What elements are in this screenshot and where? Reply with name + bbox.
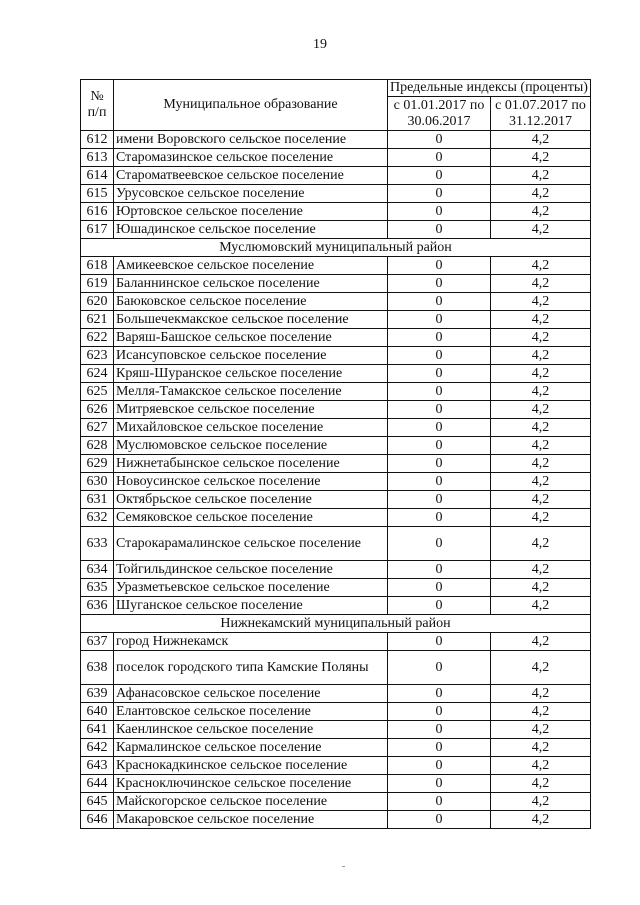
row-index-period-1: 0: [388, 185, 491, 203]
table-row: [81, 203, 591, 221]
row-number: 631: [81, 491, 114, 509]
row-municipality: город Нижнекамск: [114, 633, 388, 651]
row-index-period-1: 0: [388, 757, 491, 775]
row-index-period-1: 0: [388, 793, 491, 811]
row-index-period-1: 0: [388, 419, 491, 437]
row-number: 639: [81, 685, 114, 703]
row-index-period-1: 0: [388, 383, 491, 401]
table-row: [81, 633, 591, 651]
row-index-period-1: 0: [388, 311, 491, 329]
row-index-period-1: 0: [388, 721, 491, 739]
row-index-period-2: 4,2: [491, 347, 591, 365]
table-row: [81, 293, 591, 311]
row-municipality: Октябрьское сельское поселение: [114, 491, 388, 509]
table-row: [81, 275, 591, 293]
table-row: [81, 185, 591, 203]
row-index-period-2: 4,2: [491, 455, 591, 473]
row-index-period-2: 4,2: [491, 739, 591, 757]
row-municipality: Старомазинское сельское поселение: [114, 149, 388, 167]
row-index-period-2: 4,2: [491, 203, 591, 221]
row-index-period-2: 4,2: [491, 437, 591, 455]
row-index-period-2: 4,2: [491, 401, 591, 419]
table-row: [81, 685, 591, 703]
table-row: [81, 419, 591, 437]
row-number: 643: [81, 757, 114, 775]
header-number: № п/п: [81, 80, 114, 131]
row-index-period-1: 0: [388, 509, 491, 527]
row-number: 644: [81, 775, 114, 793]
row-index-period-2: 4,2: [491, 311, 591, 329]
row-index-period-1: 0: [388, 437, 491, 455]
row-index-period-1: 0: [388, 275, 491, 293]
row-number: 633: [81, 527, 114, 561]
row-index-period-1: 0: [388, 633, 491, 651]
row-index-period-1: 0: [388, 149, 491, 167]
district-header-row: [81, 239, 591, 257]
header-municipality: Муниципальное образование: [114, 80, 388, 131]
row-number: 635: [81, 579, 114, 597]
row-index-period-2: 4,2: [491, 633, 591, 651]
row-municipality: Шуганское сельское поселение: [114, 597, 388, 615]
row-municipality: Уразметьевское сельское поселение: [114, 579, 388, 597]
row-municipality: Новоусинское сельское поселение: [114, 473, 388, 491]
row-index-period-2: 4,2: [491, 685, 591, 703]
row-municipality: Кармалинское сельское поселение: [114, 739, 388, 757]
header-period-2: с 01.07.2017 по 31.12.2017: [491, 97, 591, 131]
tariff-index-table: [80, 79, 591, 829]
row-index-period-1: 0: [388, 167, 491, 185]
row-municipality: Каенлинское сельское поселение: [114, 721, 388, 739]
row-number: 622: [81, 329, 114, 347]
row-municipality: Старокарамалинское сельское поселение: [114, 527, 388, 561]
row-index-period-2: 4,2: [491, 775, 591, 793]
page-number: 19: [313, 37, 327, 52]
row-index-period-2: 4,2: [491, 383, 591, 401]
row-index-period-2: 4,2: [491, 491, 591, 509]
row-index-period-1: 0: [388, 811, 491, 829]
row-index-period-1: 0: [388, 293, 491, 311]
row-index-period-2: 4,2: [491, 579, 591, 597]
row-index-period-2: 4,2: [491, 185, 591, 203]
table-row: [81, 793, 591, 811]
row-municipality: Староматвеевское сельское поселение: [114, 167, 388, 185]
row-index-period-2: 4,2: [491, 419, 591, 437]
row-index-period-2: 4,2: [491, 597, 591, 615]
table-row: [81, 473, 591, 491]
table-row: [81, 437, 591, 455]
row-index-period-2: 4,2: [491, 149, 591, 167]
table-row: [81, 757, 591, 775]
row-index-period-2: 4,2: [491, 257, 591, 275]
table-row: [81, 455, 591, 473]
table-row: [81, 739, 591, 757]
row-number: 634: [81, 561, 114, 579]
row-index-period-2: 4,2: [491, 757, 591, 775]
row-number: 621: [81, 311, 114, 329]
table-row: [81, 579, 591, 597]
row-index-period-1: 0: [388, 473, 491, 491]
row-index-period-1: 0: [388, 329, 491, 347]
table-row: [81, 775, 591, 793]
row-index-period-1: 0: [388, 347, 491, 365]
row-number: 627: [81, 419, 114, 437]
row-index-period-2: 4,2: [491, 167, 591, 185]
table-row: [81, 811, 591, 829]
row-index-period-2: 4,2: [491, 509, 591, 527]
row-municipality: Красноключинское сельское поселение: [114, 775, 388, 793]
row-municipality: Нижнетабынское сельское поселение: [114, 455, 388, 473]
row-number: 632: [81, 509, 114, 527]
row-municipality: Баюковское сельское поселение: [114, 293, 388, 311]
row-index-period-2: 4,2: [491, 473, 591, 491]
row-index-period-2: 4,2: [491, 721, 591, 739]
row-index-period-1: 0: [388, 651, 491, 685]
row-municipality: Исансуповское сельское поселение: [114, 347, 388, 365]
row-index-period-1: 0: [388, 597, 491, 615]
row-index-period-1: 0: [388, 365, 491, 383]
row-index-period-1: 0: [388, 131, 491, 149]
district-name: Муслюмовский муниципальный район: [81, 239, 591, 257]
row-number: 614: [81, 167, 114, 185]
row-municipality: Муслюмовское сельское поселение: [114, 437, 388, 455]
row-municipality: Макаровское сельское поселение: [114, 811, 388, 829]
row-municipality: Семяковское сельское поселение: [114, 509, 388, 527]
row-municipality: Урусовское сельское поселение: [114, 185, 388, 203]
row-index-period-1: 0: [388, 775, 491, 793]
row-municipality: Елантовское сельское поселение: [114, 703, 388, 721]
row-municipality: Мелля-Тамакское сельское поселение: [114, 383, 388, 401]
table-row: [81, 167, 591, 185]
row-index-period-1: 0: [388, 257, 491, 275]
row-number: 642: [81, 739, 114, 757]
table-row: [81, 311, 591, 329]
row-municipality: Юртовское сельское поселение: [114, 203, 388, 221]
row-index-period-1: 0: [388, 561, 491, 579]
table-row: [81, 221, 591, 239]
row-municipality: Афанасовское сельское поселение: [114, 685, 388, 703]
row-number: 615: [81, 185, 114, 203]
row-municipality: Михайловское сельское поселение: [114, 419, 388, 437]
table-body: [81, 131, 591, 829]
row-municipality: Баланнинское сельское поселение: [114, 275, 388, 293]
row-index-period-2: 4,2: [491, 329, 591, 347]
row-number: 625: [81, 383, 114, 401]
row-number: 617: [81, 221, 114, 239]
row-municipality: Краснокадкинское сельское поселение: [114, 757, 388, 775]
table-row: [81, 561, 591, 579]
row-index-period-1: 0: [388, 401, 491, 419]
row-number: 619: [81, 275, 114, 293]
row-index-period-2: 4,2: [491, 703, 591, 721]
row-number: 626: [81, 401, 114, 419]
row-index-period-1: 0: [388, 455, 491, 473]
row-municipality: Майскогорское сельское поселение: [114, 793, 388, 811]
table-row: [81, 149, 591, 167]
row-index-period-1: 0: [388, 221, 491, 239]
row-index-period-2: 4,2: [491, 651, 591, 685]
row-municipality: Амикеевское сельское поселение: [114, 257, 388, 275]
table-row: [81, 131, 591, 149]
row-index-period-2: 4,2: [491, 293, 591, 311]
row-number: 613: [81, 149, 114, 167]
table-row: [81, 527, 591, 561]
row-number: 629: [81, 455, 114, 473]
row-number: 630: [81, 473, 114, 491]
row-number: 624: [81, 365, 114, 383]
row-number: 641: [81, 721, 114, 739]
row-index-period-1: 0: [388, 203, 491, 221]
row-number: 616: [81, 203, 114, 221]
table-header: [81, 80, 591, 131]
district-header-row: [81, 615, 591, 633]
row-municipality: Тойгильдинское сельское поселение: [114, 561, 388, 579]
table-row: [81, 703, 591, 721]
table-row: [81, 509, 591, 527]
row-number: 646: [81, 811, 114, 829]
row-index-period-1: 0: [388, 739, 491, 757]
row-number: 637: [81, 633, 114, 651]
row-number: 612: [81, 131, 114, 149]
row-number: 636: [81, 597, 114, 615]
row-number: 620: [81, 293, 114, 311]
header-indexes-group: Предельные индексы (проценты): [388, 80, 591, 97]
row-index-period-2: 4,2: [491, 275, 591, 293]
table-row: [81, 329, 591, 347]
row-index-period-2: 4,2: [491, 221, 591, 239]
row-index-period-1: 0: [388, 579, 491, 597]
row-number: 628: [81, 437, 114, 455]
table-row: [81, 365, 591, 383]
row-municipality: поселок городского типа Камские Поляны: [114, 651, 388, 685]
row-index-period-2: 4,2: [491, 365, 591, 383]
row-index-period-1: 0: [388, 685, 491, 703]
table-row: [81, 257, 591, 275]
row-number: 638: [81, 651, 114, 685]
row-municipality: имени Воровского сельское поселение: [114, 131, 388, 149]
row-index-period-2: 4,2: [491, 527, 591, 561]
table-row: [81, 383, 591, 401]
row-index-period-2: 4,2: [491, 131, 591, 149]
table-row: [81, 597, 591, 615]
row-index-period-1: 0: [388, 703, 491, 721]
table-row: [81, 721, 591, 739]
row-number: 623: [81, 347, 114, 365]
row-index-period-2: 4,2: [491, 793, 591, 811]
row-number: 645: [81, 793, 114, 811]
table-row: [81, 401, 591, 419]
row-number: 640: [81, 703, 114, 721]
row-municipality: Большечекмакское сельское поселение: [114, 311, 388, 329]
row-municipality: Варяш-Башское сельское поселение: [114, 329, 388, 347]
district-name: Нижнекамский муниципальный район: [81, 615, 591, 633]
row-number: 618: [81, 257, 114, 275]
table-row: [81, 491, 591, 509]
table-row: [81, 347, 591, 365]
table-row: [81, 651, 591, 685]
row-index-period-1: 0: [388, 491, 491, 509]
row-municipality: Кряш-Шуранское сельское поселение: [114, 365, 388, 383]
row-index-period-2: 4,2: [491, 561, 591, 579]
row-municipality: Митряевское сельское поселение: [114, 401, 388, 419]
header-period-1: с 01.01.2017 по 30.06.2017: [388, 97, 491, 131]
row-municipality: Юшадинское сельское поселение: [114, 221, 388, 239]
row-index-period-1: 0: [388, 527, 491, 561]
row-index-period-2: 4,2: [491, 811, 591, 829]
scan-speck: [342, 866, 345, 867]
